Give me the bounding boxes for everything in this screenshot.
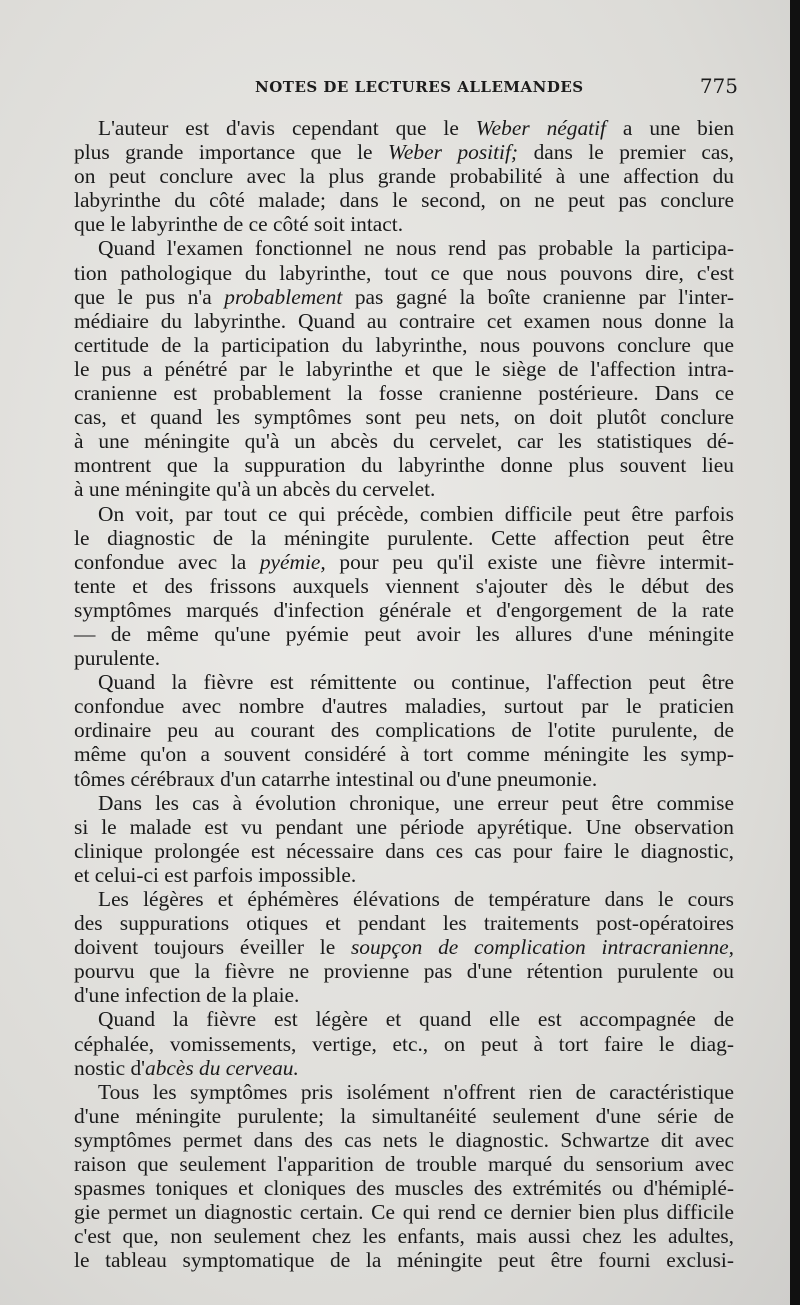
running-title: NOTES DE LECTURES ALLEMANDES [255,78,584,96]
italic-term: Weber négatif [475,116,606,140]
text-line: doivent toujours éveiller le soupçon de complication intracranienne, [74,935,734,960]
paragraph [74,887,734,1007]
text-line: Les légères et éphémères élévations de température dans le cours [98,887,734,911]
italic-term: Weber positif; [388,140,519,165]
paragraph [74,116,734,236]
italic-term: pyémie, [259,549,326,574]
text-line: nostic d'abcès du cerveau. [74,1055,299,1080]
text-line: des suppurations otiques et pendant les traitements post-opératoires [74,911,734,936]
text-line: et celui-ci est parfois impossible. [74,862,357,887]
paragraph [74,236,734,501]
italic-term: abcès du cerveau. [145,1055,299,1080]
text-line: céphalée, vomissements, vertige, etc., on peut à tort faire le diag- [74,1031,734,1056]
text-line: tômes cérébraux d'un catarrhe intestinal ou d'une pneumonie. [74,766,598,791]
paragraph [74,1007,734,1079]
text-line: on peut conclure avec la plus grande probabilité à une affection du [74,164,734,189]
page-number: 775 [699,74,738,98]
text-line: d'une infection de la plaie. [74,983,300,1008]
text-line: médiaire du labyrinthe. Quand au contraire cet examen nous donne la [74,308,734,333]
text-line: raison que seulement l'apparition de trouble marqué du sensorium avec [74,1152,734,1177]
italic-term: soupçon de complication intracranienne, [350,935,734,960]
text-line: d'une méningite purulente; la simultanéité seulement d'une série de [74,1103,734,1128]
text-line: — de même qu'une pyémie peut avoir les allures d'une méningite [74,621,734,646]
text-line: purulente. [74,646,161,671]
text-line: confondue avec nombre d'autres maladies, surtout par le praticien [74,694,734,719]
text-line: confondue avec la pyémie, pour peu qu'il existe une fièvre intermit- [74,549,734,574]
text-line: Tous les symptômes pris isolément n'offrent rien de caractéristique [98,1079,734,1104]
text-line: symptômes permet dans des cas nets le diagnostic. Schwartze dit avec [74,1127,734,1152]
text-line: Quand la fièvre est légère et quand elle est accompagnée de [98,1007,734,1032]
text-line: symptômes marqués d'infection générale et d'engorgement de la rate [74,597,734,622]
paragraph [74,1080,734,1273]
text-line: On voit, par tout ce qui précède, combien difficile peut être parfois [98,501,734,526]
paragraph [74,791,734,887]
text-line: Quand l'examen fonctionnel ne nous rend pas probable la participa- [98,236,734,261]
text-line: cas, et quand les symptômes sont peu nets, on doit plutôt conclure [74,405,734,430]
text-line: tente et des frissons auxquels viennent s'ajouter dès le début des [74,573,734,598]
text-line: à une méningite qu'à un abcès du cervelet, car les statistiques dé- [74,429,734,454]
text-line: Quand la fièvre est rémittente ou continue, l'affection peut être [98,670,734,695]
text-line: que le pus n'a probablement pas gagné la boîte cranienne par l'inter- [74,284,734,309]
text-line: si le malade est vu pendant une période apyrétique. Une observation [74,814,734,839]
paragraph [74,670,734,790]
paragraph [74,502,734,671]
text-line: clinique prolongée est nécessaire dans ces cas pour faire le diagnostic, [74,838,734,863]
text-line: à une méningite qu'à un abcès du cervelet. [74,477,436,502]
text-line: que le labyrinthe de ce côté soit intact. [74,212,404,237]
text-line: L'auteur est d'avis cependant que le Weber négatif a une bien [98,116,735,140]
text-line: cranienne est probablement la fosse cranienne postérieure. Dans ce [74,381,734,406]
text-line: montrent que la suppuration du labyrinthe donne plus souvent lieu [74,453,734,478]
text-line: pourvu que la fièvre ne provienne pas d'une rétention purulente ou [74,959,734,984]
text-line: le diagnostic de la méningite purulente. Cette affection peut être [74,525,734,550]
text-line: spasmes toniques et cloniques des muscles des extrémités ou d'hémiplé- [74,1176,734,1201]
text-line: certitude de la participation du labyrinthe, nous pouvons conclure que [74,332,734,357]
text-line: même qu'on a souvent considéré à tort comme méningite les symp- [74,742,734,767]
text-line: le tableau symptomatique de la méningite peut être fourni exclusi- [74,1248,734,1273]
text-line: gie permet un diagnostic certain. Ce qui rend ce dernier bien plus difficile [74,1200,734,1225]
text-line: le pus a pénétré par le labyrinthe et que le siège de l'affection intra- [74,356,734,381]
text-line: tion pathologique du labyrinthe, tout ce que nous pouvons dire, c'est [74,260,734,285]
italic-term: probablement [224,284,343,309]
text-line: c'est que, non seulement chez les enfants, mais aussi chez les adultes, [74,1224,734,1249]
text-line: plus grande importance que le Weber positif; dans le premier cas, [74,140,734,165]
running-header [60,74,740,100]
body-text [74,116,734,1273]
text-line: Dans les cas à évolution chronique, une erreur peut être commise [98,790,734,815]
text-line: labyrinthe du côté malade; dans le second, on ne peut pas conclure [74,188,734,213]
text-line: ordinaire peu au courant des complications de l'otite purulente, de [74,718,734,743]
